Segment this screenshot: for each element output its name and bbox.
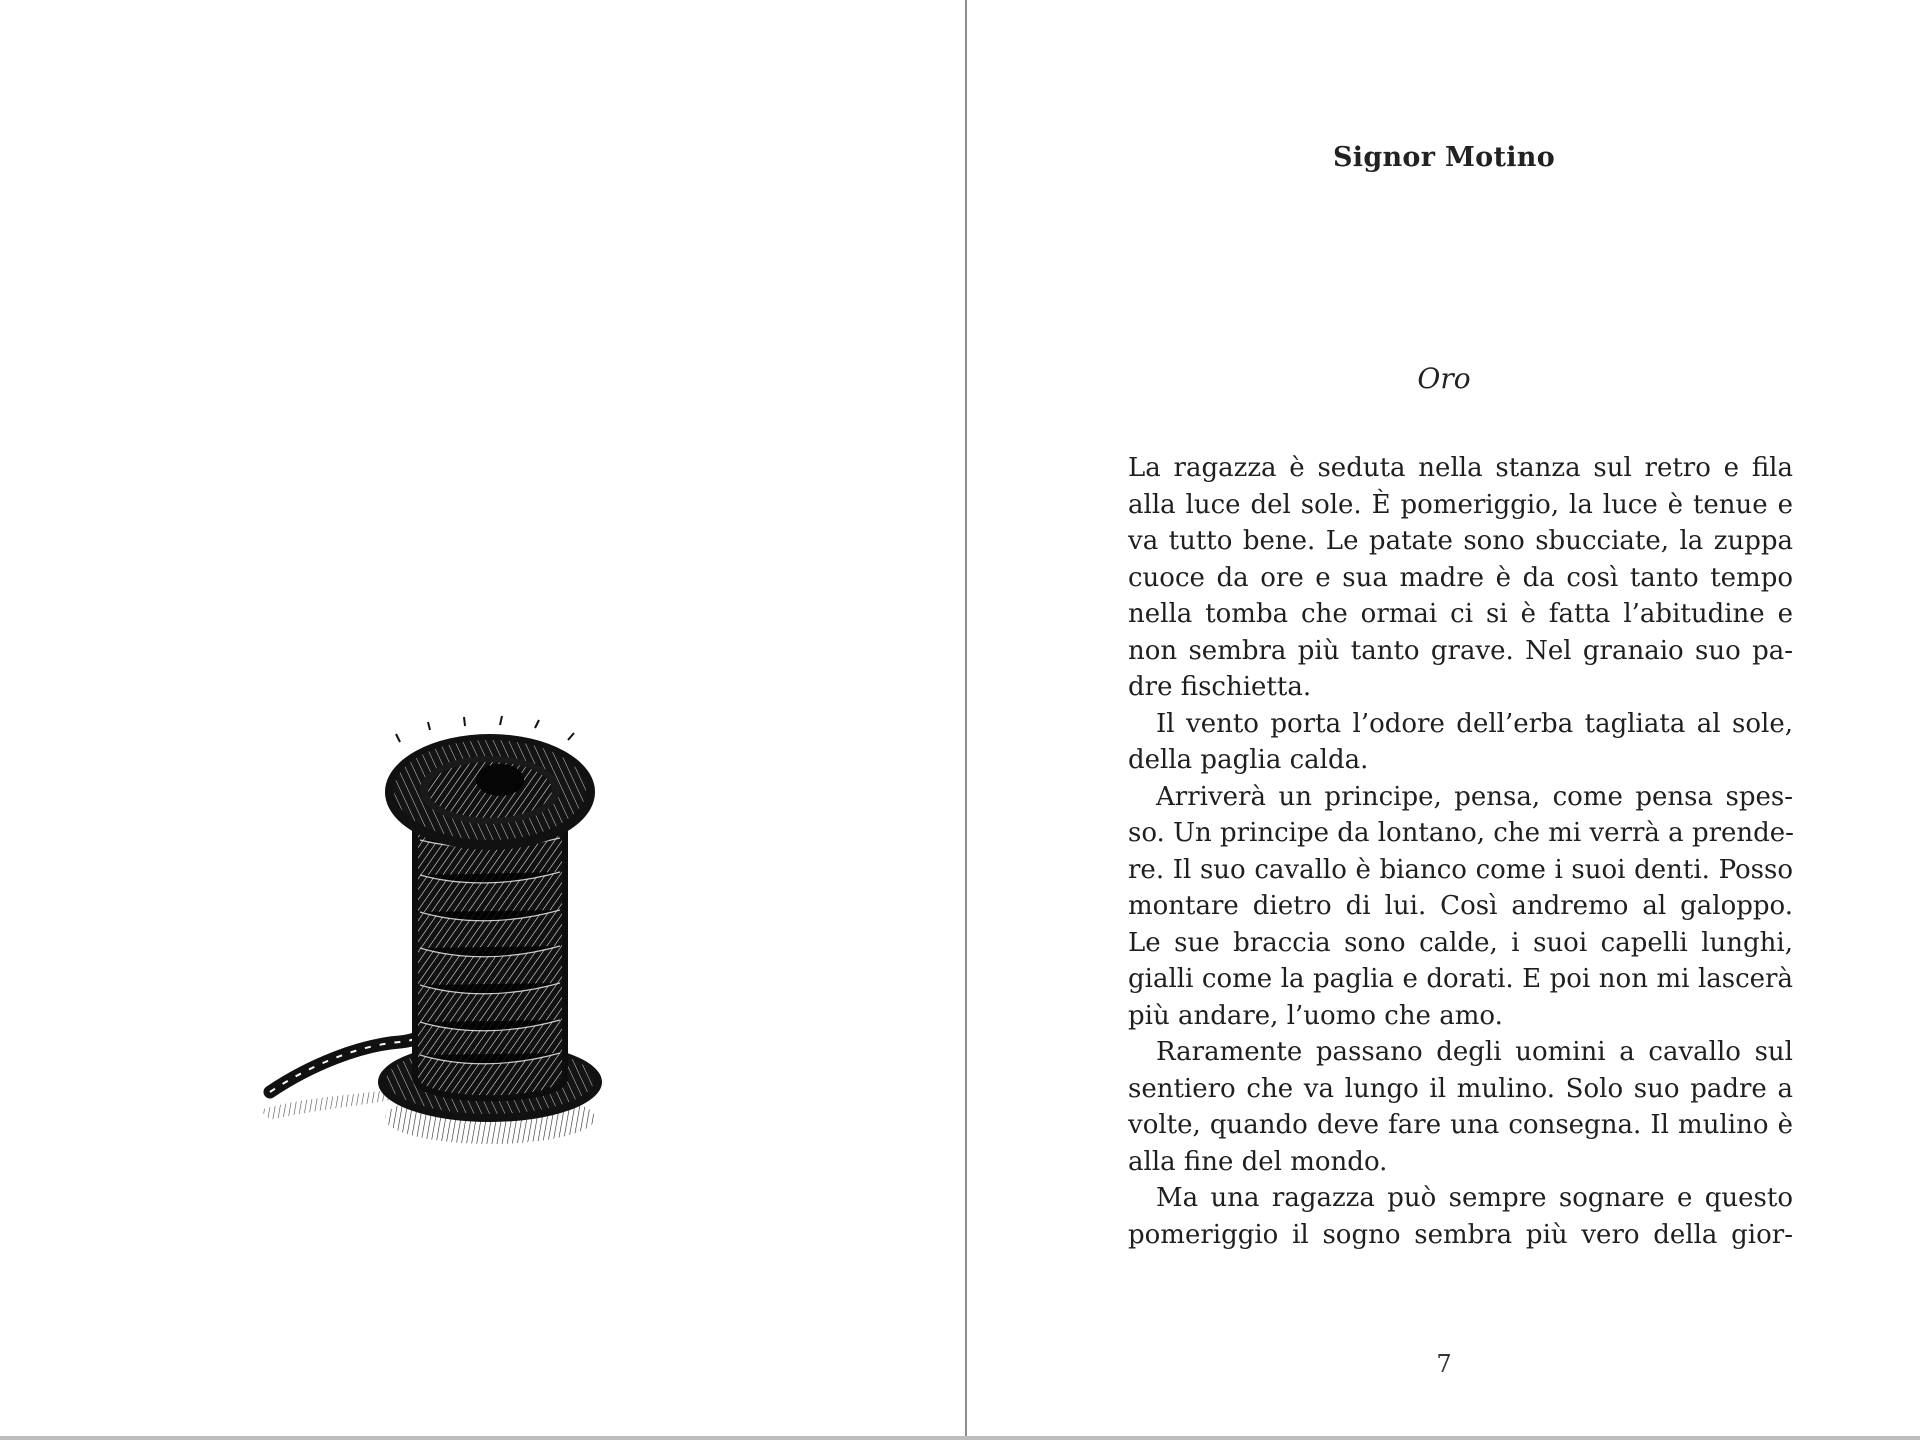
text-line: va tutto bene. Le patate sono sbucciate, la zuppa [1128,526,1793,556]
text-line: pomeriggio il sogno sembra più vero della gior- [1128,1219,1793,1250]
text-line: montare dietro di lui. Così andremo al galoppo. [1128,891,1793,921]
text-line: volte, quando deve fare una consegna. Il mulino è [1128,1110,1793,1140]
text-line: alla fine del mondo. [1128,1146,1388,1177]
text-line: alla luce del sole. È pomeriggio, la luce è tenue e [1128,489,1793,520]
text-line: non sembra più tanto grave. Nel granaio suo pa- [1128,635,1793,666]
running-head: Signor Motino [1332,142,1556,173]
page-bottom-edge [0,1436,1920,1440]
text-line: dre fischietta. [1128,672,1312,702]
text-line: La ragazza è seduta nella stanza sul retro e fila [1128,453,1793,483]
thread-spool-icon [250,700,730,1170]
right-page [968,0,1920,1440]
text-line: sentiero che va lungo il mulino. Solo suo padre a [1128,1073,1793,1104]
text-line: più andare, l’uomo che amo. [1128,1000,1503,1031]
text-line: Ma una ragazza può sempre sognare e questo [1156,1183,1793,1213]
text-line: re. Il suo cavallo è bianco come i suoi denti. Posso [1128,854,1793,885]
text-line: della paglia calda. [1128,745,1369,775]
text-line: nella tomba che ormai ci si è fatta l’abitudine e [1128,599,1793,629]
text-line: Raramente passano degli uomini a cavallo sul [1156,1037,1793,1067]
text-line: Le sue braccia sono calde, i suoi capelli lunghi, [1128,927,1793,958]
page-gutter [965,0,967,1440]
text-line: Arriverà un principe, pensa, come pensa spes- [1156,781,1793,812]
page-number: 7 [1436,1350,1452,1378]
body-text [1128,450,1793,1253]
chapter-title: Oro [1417,362,1471,395]
text-line: gialli come la paglia e dorati. E poi non mi lascerà [1128,964,1793,994]
text-line: so. Un principe da lontano, che mi verrà a prende- [1128,818,1794,848]
text-line: Il vento porta l’odore dell’erba tagliata al sole, [1156,708,1793,739]
text-line: cuoce da ore e sua madre è da così tanto tempo [1128,562,1793,593]
